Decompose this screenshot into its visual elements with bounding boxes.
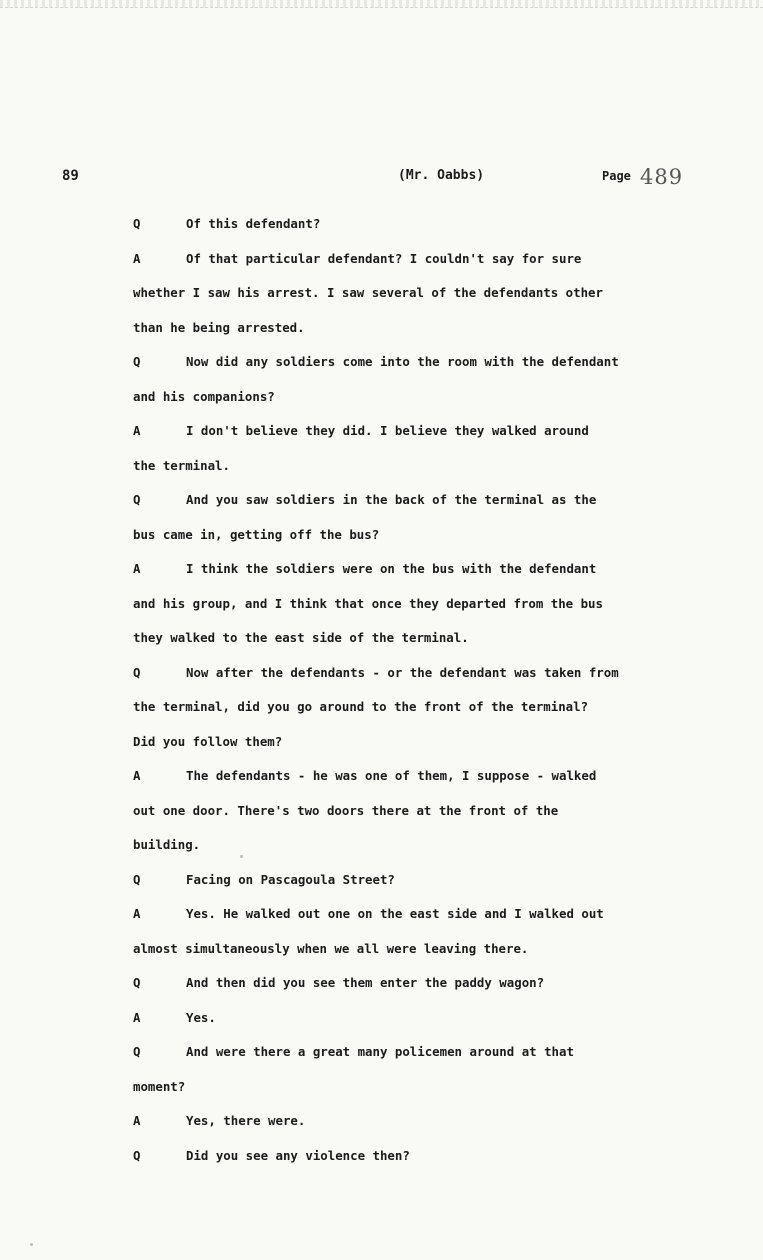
line-number: 89 <box>62 168 79 184</box>
transcript-line <box>133 421 589 441</box>
question-marker: Q <box>133 1044 141 1059</box>
line-text: And you saw soldiers in the back of the terminal as the <box>186 492 597 507</box>
transcript-line <box>133 939 528 959</box>
transcript-line <box>133 387 275 407</box>
question-marker: Q <box>133 492 141 507</box>
page-number: 489 <box>640 165 684 189</box>
question-marker: Q <box>133 354 141 369</box>
line-text: I think the soldiers were on the bus with the defendant <box>186 561 597 576</box>
transcript-line <box>133 456 230 476</box>
question-marker: Q <box>133 1147 141 1163</box>
line-text: Yes, there were. <box>186 1113 306 1128</box>
transcript-line <box>133 663 619 683</box>
line-text: the terminal. <box>133 457 230 473</box>
answer-marker: A <box>133 768 141 783</box>
smudge-mark <box>30 1243 33 1246</box>
page-top-edge <box>0 0 763 8</box>
transcript-line <box>133 1077 185 1097</box>
line-text: Did you see any violence then? <box>186 1147 410 1163</box>
answer-marker: A <box>133 423 141 438</box>
line-text: And then did you see them enter the paddy wagon? <box>186 975 545 990</box>
page-label: Page <box>602 169 631 183</box>
transcript-line <box>133 1146 410 1166</box>
answer-marker: A <box>133 1113 141 1128</box>
transcript-line <box>133 1042 574 1062</box>
line-text: building. <box>133 837 201 852</box>
question-marker: Q <box>133 664 141 680</box>
line-text: almost simultaneously when we all were leaving there. <box>133 940 529 956</box>
transcript-line <box>133 1008 216 1028</box>
line-text: the terminal, did you go around to the front of the terminal? <box>133 699 589 714</box>
line-text: Of that particular defendant? I couldn't say for sure <box>186 250 582 266</box>
line-text: I don't believe they did. I believe they walked around <box>186 423 589 438</box>
line-text: Now did any soldiers come into the room with the defendant <box>186 354 619 369</box>
transcript-line <box>133 766 596 786</box>
question-marker: Q <box>133 975 141 990</box>
line-text: The defendants - he was one of them, I suppose - walked <box>186 768 597 783</box>
transcript-line <box>133 801 558 821</box>
speaker-label: (Mr. Oabbs) <box>398 168 485 183</box>
line-text: Facing on Pascagoula Street? <box>186 871 395 887</box>
transcript-line <box>133 835 200 855</box>
line-text: Yes. <box>186 1009 216 1025</box>
answer-marker: A <box>133 250 141 266</box>
line-text: moment? <box>133 1078 186 1094</box>
line-text: And were there a great many policemen around at that <box>186 1044 574 1059</box>
transcript-line <box>133 249 581 269</box>
line-text: out one door. There's two doors there at the front of the <box>133 802 559 818</box>
line-text: bus came in, getting off the bus? <box>133 526 380 542</box>
transcript-line <box>133 904 604 924</box>
transcript-line <box>133 1111 305 1131</box>
answer-marker: A <box>133 561 141 576</box>
line-text: whether I saw his arrest. I saw several of the defendants other <box>133 285 603 300</box>
answer-marker: A <box>133 906 141 921</box>
line-text: and his companions? <box>133 388 275 404</box>
transcript-line <box>133 594 603 614</box>
transcript-line <box>133 352 619 372</box>
answer-marker: A <box>133 1009 141 1025</box>
page-header <box>0 165 763 192</box>
transcript-line <box>133 628 469 648</box>
transcript-line <box>133 870 395 890</box>
question-marker: Q <box>133 871 141 887</box>
line-text: Yes. He walked out one on the east side and I walked out <box>186 906 604 921</box>
transcript-line <box>133 525 379 545</box>
line-text: than he being arrested. <box>133 319 305 335</box>
transcript-line <box>133 214 320 234</box>
transcript-line <box>133 283 603 303</box>
line-text: Of this defendant? <box>186 216 321 231</box>
smudge-mark <box>240 855 243 858</box>
transcript-line <box>133 490 596 510</box>
question-marker: Q <box>133 216 141 231</box>
transcript-line <box>133 697 588 717</box>
transcript-line <box>133 732 282 752</box>
transcript-line <box>133 559 596 579</box>
transcript-line <box>133 973 544 993</box>
line-text: and his group, and I think that once they departed from the bus <box>133 595 603 611</box>
line-text: Now after the defendants - or the defendant was taken from <box>186 664 619 680</box>
line-text: they walked to the east side of the terminal. <box>133 630 469 645</box>
line-text: Did you follow them? <box>133 733 283 749</box>
transcript-line <box>133 318 305 338</box>
